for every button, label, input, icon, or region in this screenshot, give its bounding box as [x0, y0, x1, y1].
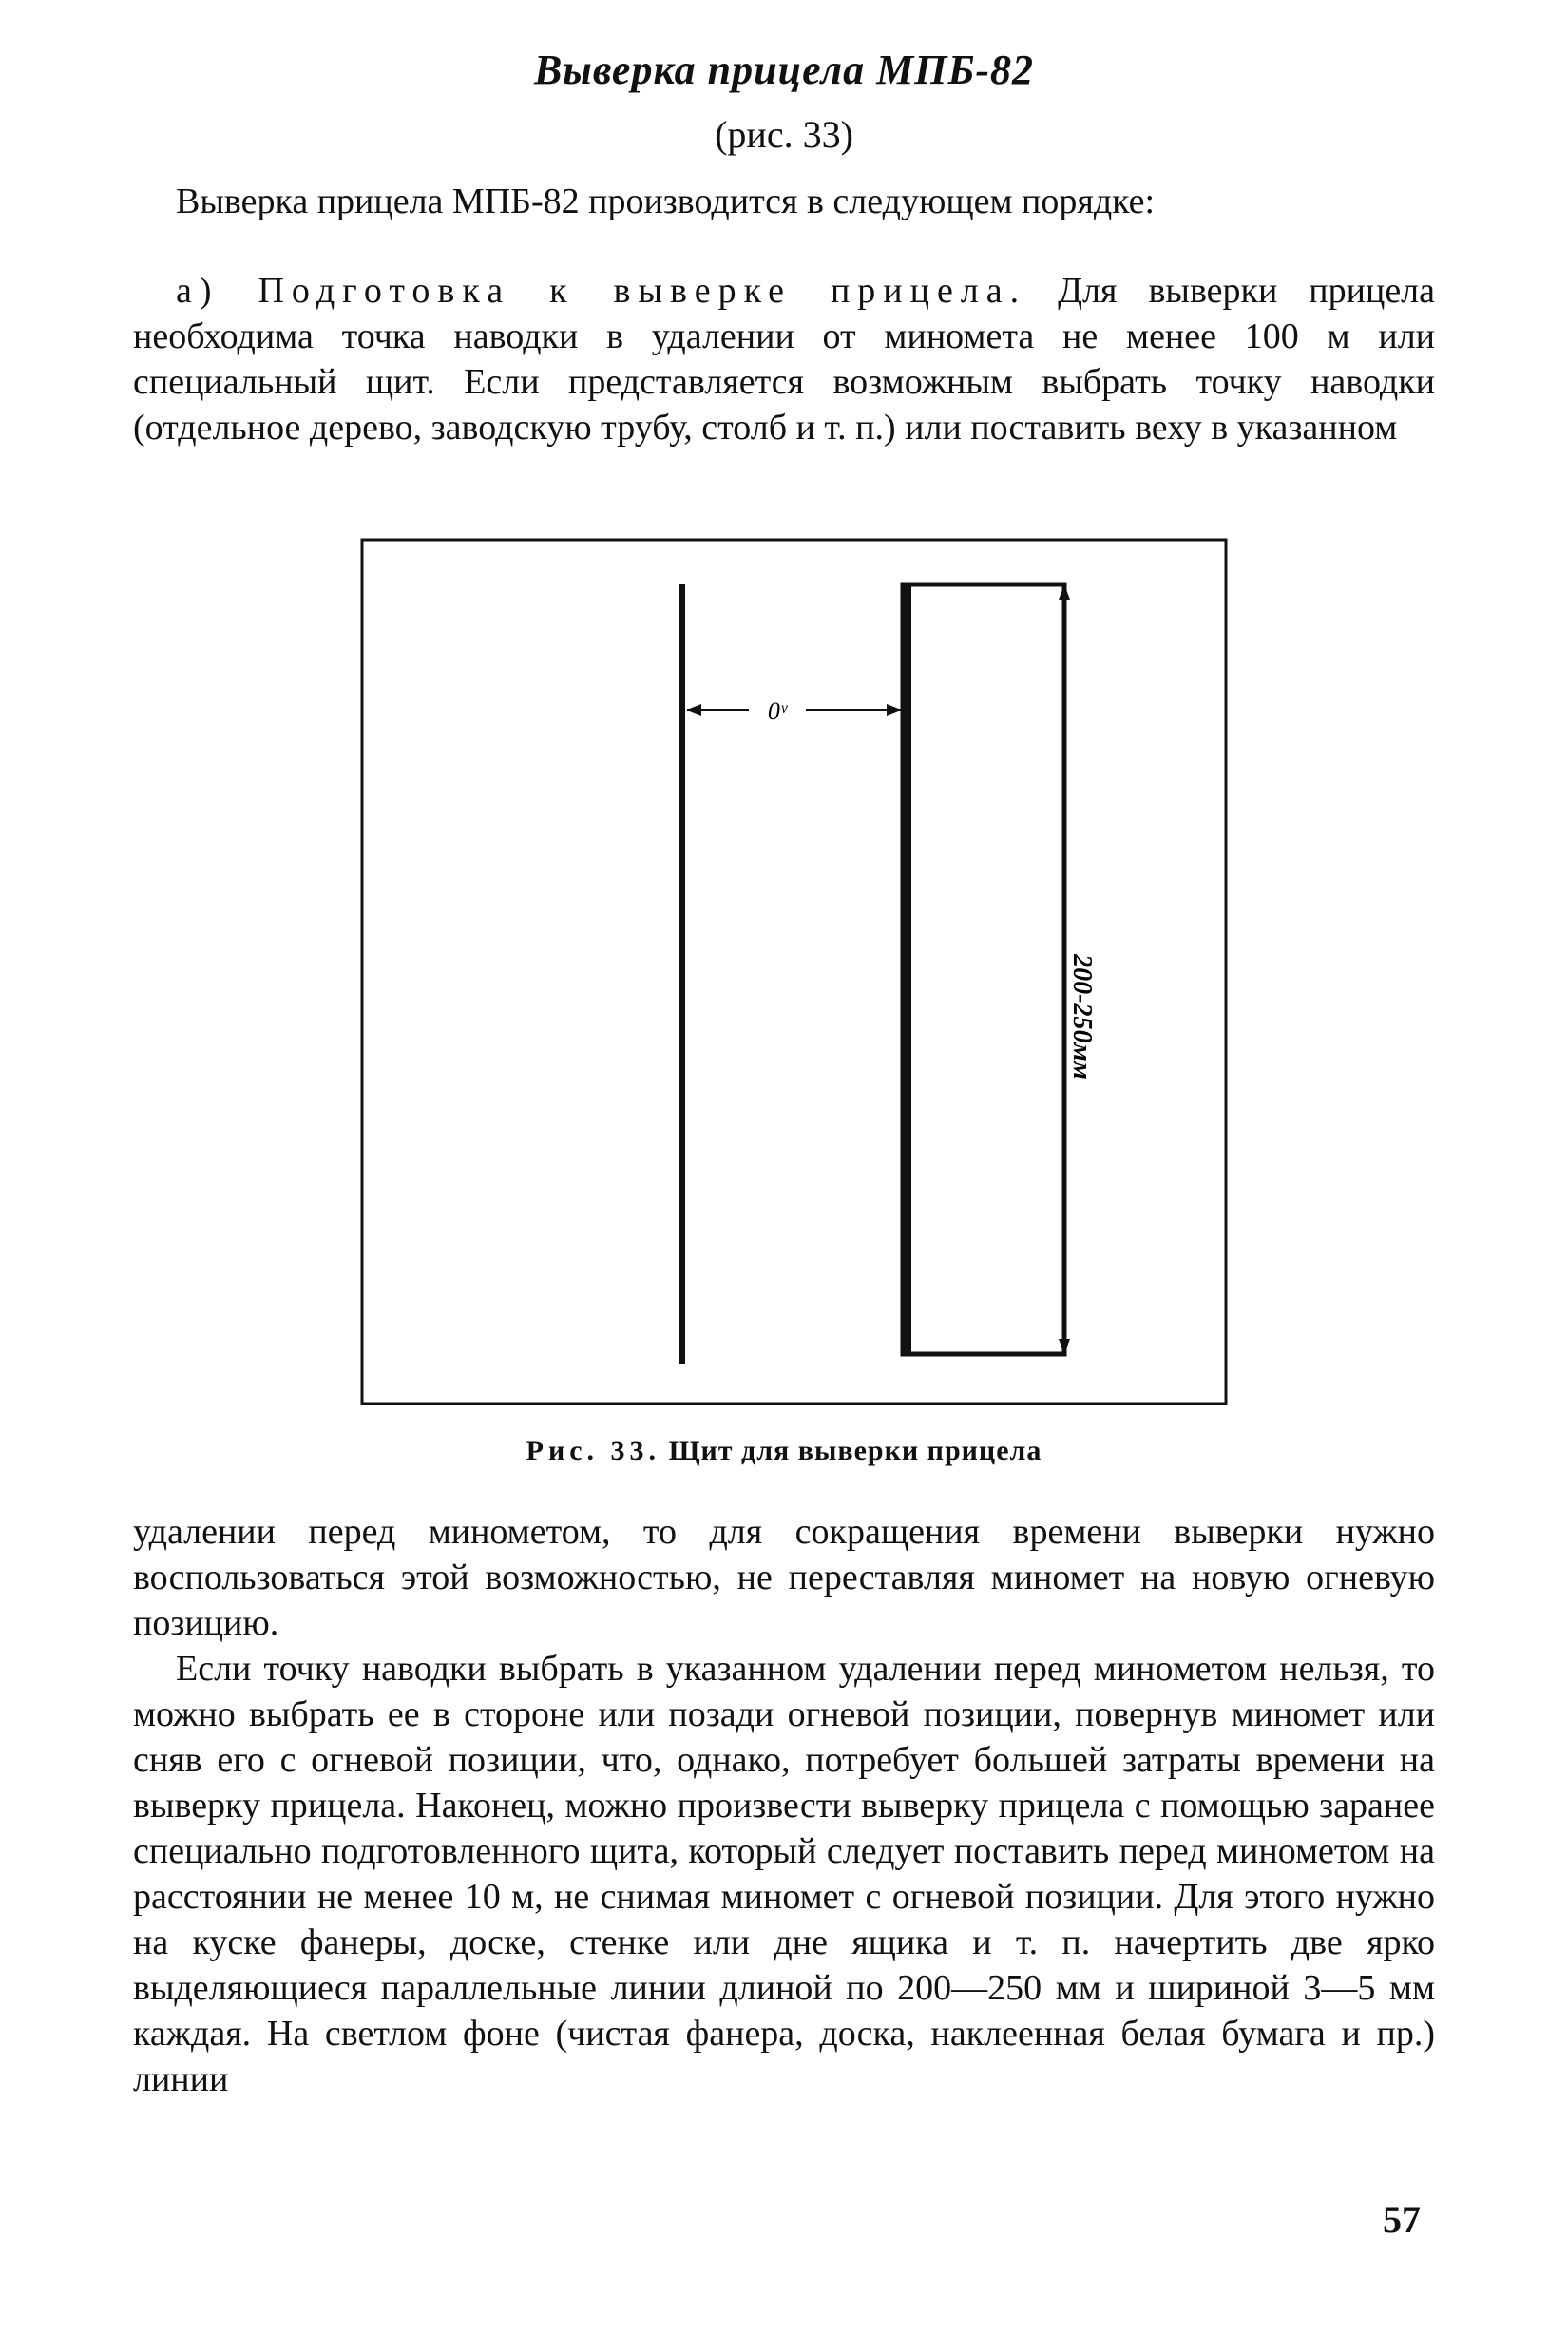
left-alignment-line [679, 584, 685, 1364]
sight-alignment-board-figure [359, 537, 1229, 1406]
paragraph-intro [133, 179, 1435, 224]
paragraph-intro-text: Выверка прицела МПБ-82 производится в следующем порядке: [176, 182, 1156, 221]
paragraph-preparation-text: Для выверки прицела необходима точка наводки в удалении от миномета не менее 100 м или специальный щит. Если представляется возможным выбрать точку наводки (отдельное дерево, заводскую трубу, столб и т. п.) или поставить веху в указанном [133, 271, 1436, 448]
paragraph-preparation [133, 268, 1435, 450]
paragraph-continuation [133, 1509, 1435, 1646]
figure-caption [0, 1435, 1568, 1467]
paragraph-continuation-text: удалении перед минометом, то для сокращения времени выверки нужно воспользоваться этой возможностью, не переставляя миномет на новую огневую позицию. [133, 1512, 1435, 1643]
figure-reference: (рис. 33) [715, 113, 853, 156]
gap-label: 0ᵛ [767, 698, 788, 725]
figure-caption-label: Рис. 33. [526, 1435, 661, 1466]
length-label: 200-250мм [1067, 954, 1097, 1080]
right-alignment-line [903, 584, 911, 1354]
gap-arrowhead-left [687, 704, 701, 716]
page-number: 57 [1383, 2198, 1421, 2241]
paragraph-alternatives-text: Если точку наводки выбрать в указанном удалении перед минометом нельзя, то можно выбрать ее в стороне или позади огневой позиции, повернув миномет или сняв его с огневой позиции, что, однако, потребует большей затраты времени на выверку прицела. Наконец, можно произвести выверку прицела с помощью заранее специально подготовленного щита, который следует поставить перед минометом на расстоянии не менее 10 м, не снимая миномет с огневой позиции. Для этого нужно на куске фанеры, доске, стенке или дне ящика и т. п. начертить две ярко выделяющиеся параллельные линии длиной по 200—250 мм и шириной 3—5 мм каждая. На светлом фоне (чистая фанера, доска, наклеенная белая бумага и пр.) линии [133, 1649, 1435, 2099]
gap-arrowhead-right [887, 704, 901, 716]
paragraph-alternatives [133, 1646, 1435, 2102]
right-alignment-strip [903, 584, 1064, 1354]
figure-caption-text: Щит для выверки прицела [668, 1435, 1042, 1466]
paragraph-preparation-heading: а) Подготовка к выверке прицела. [176, 271, 1027, 311]
section-title: Выверка прицела МПБ-82 [533, 47, 1035, 93]
